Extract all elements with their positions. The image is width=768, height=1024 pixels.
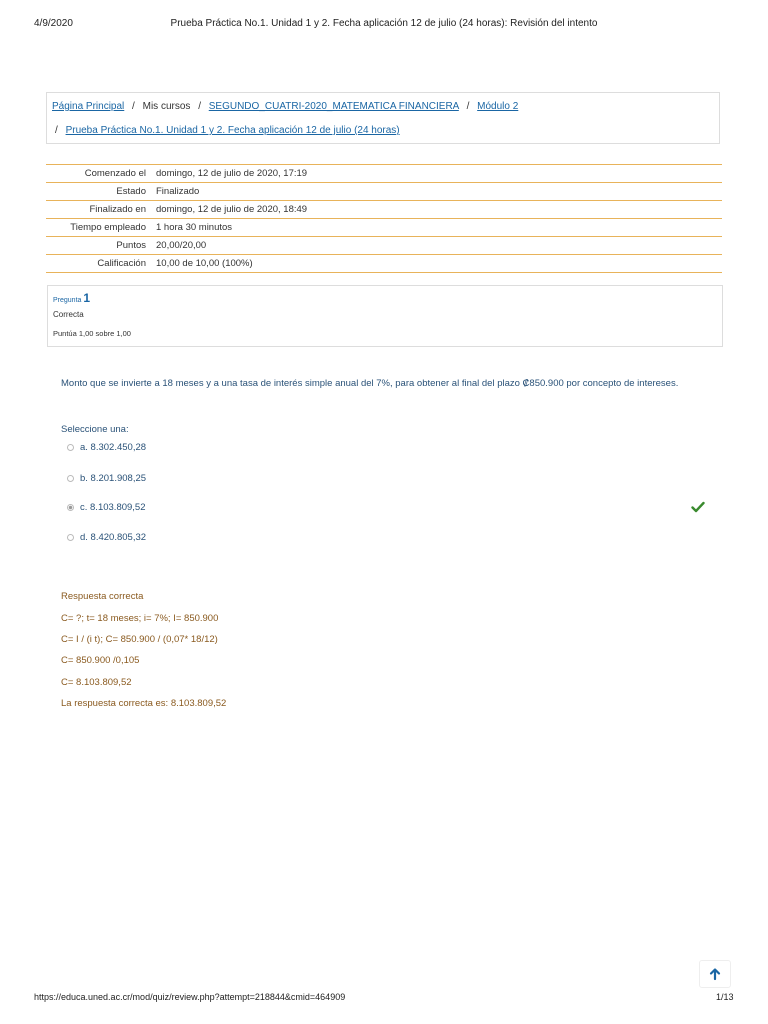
print-date: 4/9/2020 [34, 18, 73, 29]
summary-row-time-taken [46, 219, 722, 237]
radio-button[interactable] [67, 444, 74, 451]
arrow-up-icon [708, 967, 722, 981]
feedback-line: C= 850.900 /0,105 [61, 655, 140, 666]
feedback-title: Respuesta correcta [61, 591, 144, 602]
summary-value: 10,00 de 10,00 (100%) [156, 258, 253, 269]
summary-label: Puntos [116, 240, 146, 251]
summary-value: Finalizado [156, 186, 200, 197]
answer-option-c[interactable] [67, 502, 146, 513]
answer-option-a[interactable] [67, 442, 146, 453]
feedback-line: C= I / (i t); C= 850.900 / (0,07* 18/12) [61, 634, 218, 645]
question-state: Correcta [53, 310, 84, 319]
answer-label: c. 8.103.809,52 [80, 502, 146, 513]
answer-label: d. 8.420.805,32 [80, 532, 147, 543]
question-prompt: Seleccione una: [61, 424, 129, 435]
summary-label: Calificación [97, 258, 146, 269]
print-title: Prueba Práctica No.1. Unidad 1 y 2. Fecha aplicación 12 de julio (24 horas): Revisión del intento [170, 18, 598, 29]
breadcrumb-module-link[interactable]: Módulo 2 [477, 101, 519, 112]
summary-row-started [46, 165, 722, 183]
summary-value: 20,00/20,00 [156, 240, 207, 251]
page-number: 1/13 [716, 992, 734, 1002]
summary-value: domingo, 12 de julio de 2020, 18:49 [156, 204, 308, 215]
radio-button[interactable] [67, 475, 74, 482]
question-text: Monto que se invierte a 18 meses y a una tasa de interés simple anual del 7%, para obtener al final del plazo ₡850.900 por concepto de intereses. [61, 378, 679, 389]
summary-row-state [46, 183, 722, 201]
answer-option-d[interactable] [67, 532, 146, 543]
summary-label: Finalizado en [89, 204, 146, 215]
breadcrumb-separator: / [55, 125, 58, 136]
attempt-summary-table [46, 164, 722, 273]
summary-row-grade [46, 255, 722, 273]
feedback-line: C= 8.103.809,52 [61, 677, 132, 688]
summary-value: 1 hora 30 minutos [156, 222, 233, 233]
question-grade: Puntúa 1,00 sobre 1,00 [53, 329, 131, 338]
summary-label: Comenzado el [84, 168, 146, 179]
feedback-correct-answer: La respuesta correcta es: 8.103.809,52 [61, 698, 227, 709]
feedback-line: C= ?; t= 18 meses; i= 7%; I= 850.900 [61, 613, 219, 624]
question-number-value: 1 [83, 291, 91, 305]
summary-row-finished [46, 201, 722, 219]
check-icon [691, 500, 705, 514]
question-info [47, 285, 723, 347]
radio-button-selected[interactable] [67, 504, 74, 511]
summary-value: domingo, 12 de julio de 2020, 17:19 [156, 168, 308, 179]
breadcrumb [46, 92, 720, 144]
answer-option-b[interactable] [67, 473, 146, 484]
breadcrumb-home-link[interactable]: Página Principal [52, 101, 125, 112]
breadcrumb-course-link[interactable]: SEGUNDO_CUATRI-2020_MATEMATICA FINANCIERA [208, 101, 459, 112]
answer-label: b. 8.201.908,25 [80, 473, 147, 484]
summary-label: Estado [116, 186, 146, 197]
breadcrumb-separator: / [132, 101, 135, 112]
answer-label: a. 8.302.450,28 [80, 442, 147, 453]
breadcrumb-separator: / [198, 101, 201, 112]
breadcrumb-my-courses: Mis cursos [142, 101, 191, 112]
breadcrumb-quiz-link[interactable]: Prueba Práctica No.1. Unidad 1 y 2. Fecha aplicación 12 de julio (24 horas) [65, 125, 400, 136]
print-url: https://educa.uned.ac.cr/mod/quiz/review.php?attempt=218844&cmid=464909 [34, 992, 346, 1002]
breadcrumb-line-2 [55, 125, 400, 136]
summary-row-points [46, 237, 722, 255]
back-to-top-button[interactable] [699, 960, 731, 988]
summary-label: Tiempo empleado [70, 222, 146, 233]
question-number [53, 291, 90, 305]
question-label: Pregunta [53, 297, 82, 304]
breadcrumb-line-1 [52, 101, 518, 112]
radio-button[interactable] [67, 534, 74, 541]
breadcrumb-separator: / [466, 101, 470, 112]
